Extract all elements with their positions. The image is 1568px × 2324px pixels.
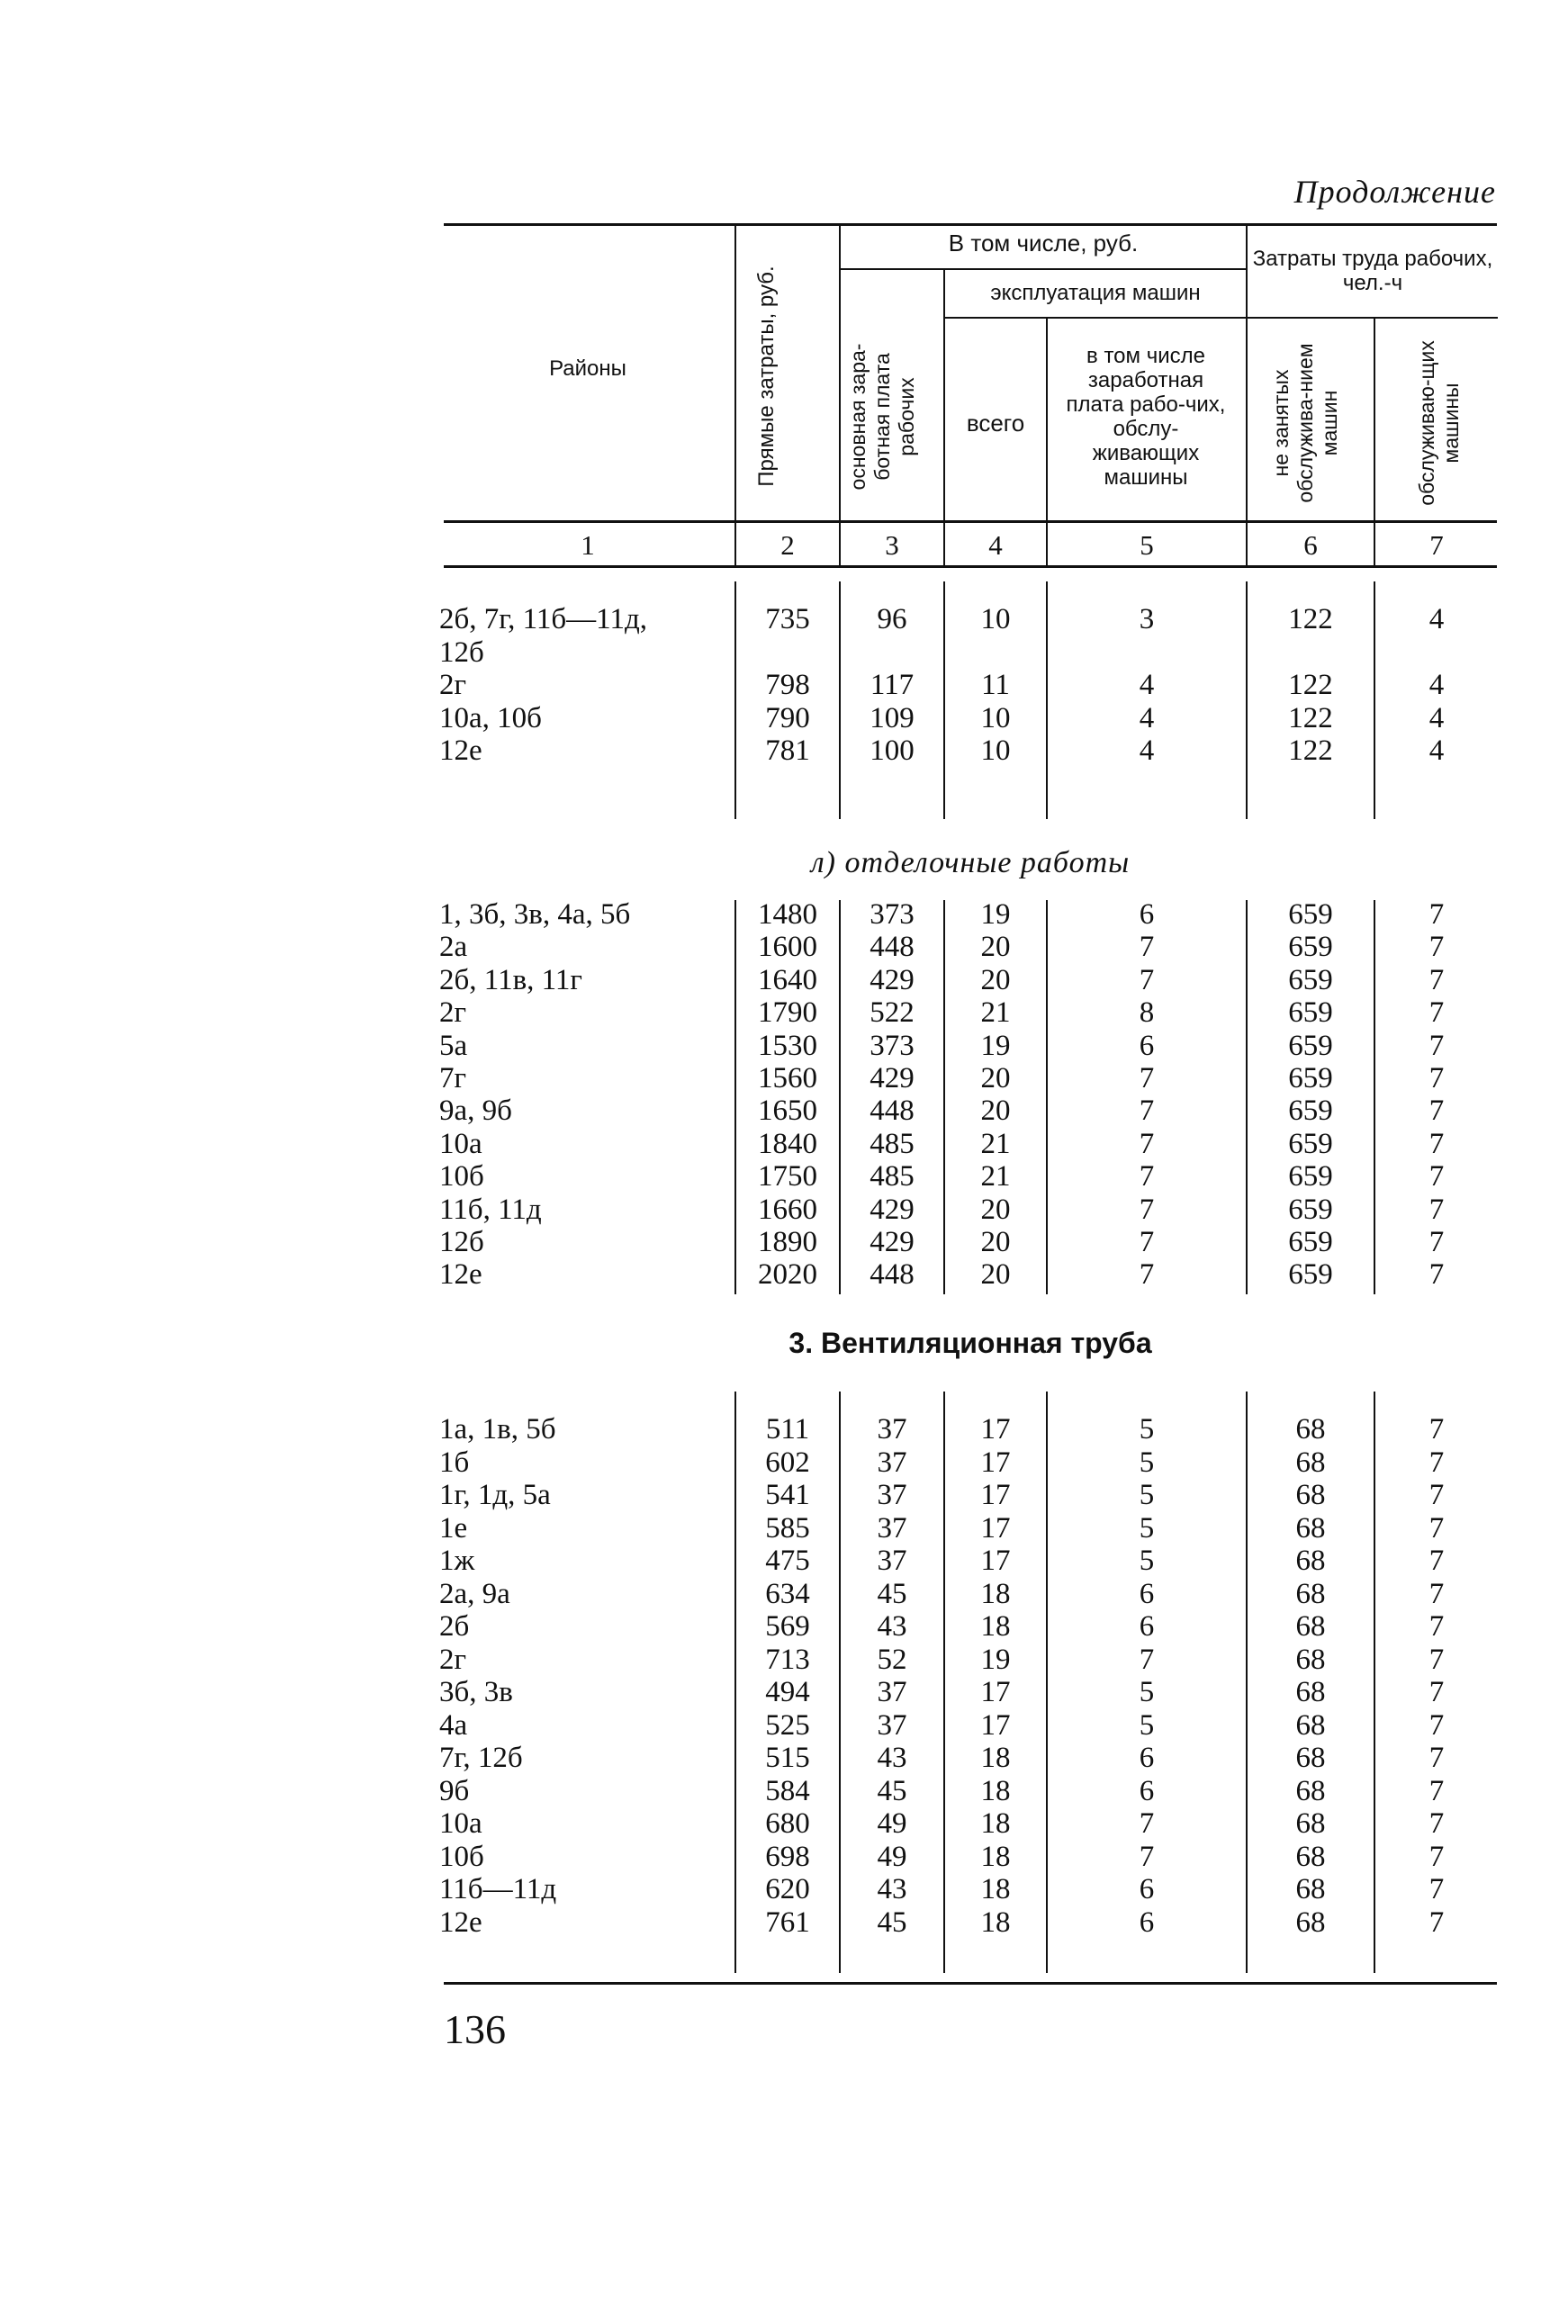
labor-serving-cell: 7 (1428, 1062, 1445, 1094)
machine-total-cell: 21 (980, 1127, 1011, 1160)
labor-not-serving-cell: 122 (1288, 734, 1333, 767)
labor-not-serving-cell: 68 (1295, 1413, 1326, 1446)
region-cell: 12е (439, 1258, 482, 1292)
machine-total-cell: 19 (980, 1029, 1011, 1062)
machine-total-cell: 18 (980, 1577, 1011, 1610)
labor-serving-cell: 7 (1428, 931, 1445, 964)
labor-not-serving-cell: 659 (1288, 1193, 1333, 1226)
machine-total-cell: 10 (980, 701, 1011, 734)
region-cell: 2а (439, 931, 468, 964)
machine-wage-cell: 7 (1139, 1643, 1155, 1676)
labor-not-serving-cell: 68 (1295, 1511, 1326, 1545)
labor-not-serving-cell: 659 (1288, 931, 1333, 964)
labor-serving-cell: 4 (1428, 669, 1445, 701)
direct-cost-cell: 584 (765, 1774, 810, 1807)
labor-not-serving-cell: 659 (1288, 996, 1333, 1030)
base-wage-cell: 43 (877, 1610, 907, 1643)
base-wage-cell: 37 (877, 1413, 907, 1446)
base-wage-cell: 49 (877, 1840, 907, 1873)
header-vline-1 (734, 225, 736, 565)
machine-wage-cell: 7 (1139, 1160, 1155, 1194)
labor-not-serving-cell: 659 (1288, 963, 1333, 996)
labor-not-serving-cell: 68 (1295, 1742, 1326, 1774)
direct-cost-cell: 634 (765, 1577, 810, 1610)
direct-cost-cell: 515 (765, 1742, 810, 1774)
base-wage-cell: 96 (877, 603, 907, 635)
region-cell: 10а (439, 1127, 482, 1160)
direct-cost-cell: 798 (765, 669, 810, 701)
labor-not-serving-cell: 68 (1295, 1774, 1326, 1807)
direct-cost-cell: 620 (765, 1873, 810, 1905)
labor-not-serving-cell: 659 (1288, 898, 1333, 931)
machine-total-cell: 20 (980, 1226, 1011, 1258)
labor-serving-cell: 7 (1428, 996, 1445, 1030)
base-wage-cell: 52 (877, 1643, 907, 1676)
column-number-6: 6 (1303, 529, 1318, 561)
machine-total-cell: 20 (980, 931, 1011, 964)
table-row (0, 964, 1568, 996)
direct-cost-cell: 1650 (758, 1094, 817, 1128)
table-row (0, 1062, 1568, 1094)
machine-wage-cell: 7 (1139, 1258, 1155, 1292)
region-cell: 2б (439, 1610, 470, 1643)
labor-serving-cell: 7 (1428, 1708, 1445, 1742)
header-labor-group: Затраты труда рабочих, чел.-ч (1252, 247, 1493, 295)
labor-not-serving-cell: 122 (1288, 669, 1333, 701)
direct-cost-cell: 1480 (758, 898, 817, 931)
direct-cost-cell: 569 (765, 1610, 810, 1643)
direct-cost-cell: 494 (765, 1676, 810, 1708)
table-row (0, 1128, 1568, 1160)
direct-cost-cell: 1840 (758, 1127, 817, 1160)
header-regions: Районы (549, 356, 626, 381)
machine-total-cell: 20 (980, 1258, 1011, 1292)
machine-wage-cell: 5 (1139, 1413, 1155, 1446)
incl-group-rule (841, 268, 1246, 270)
direct-cost-cell: 541 (765, 1479, 810, 1511)
direct-cost-cell: 511 (765, 1413, 810, 1446)
table-row (0, 1413, 1568, 1446)
direct-cost-cell: 585 (765, 1511, 810, 1545)
labor-not-serving-cell: 68 (1295, 1708, 1326, 1742)
machine-total-cell: 17 (980, 1446, 1011, 1479)
machine-total-cell: 18 (980, 1807, 1011, 1840)
labor-serving-cell: 7 (1428, 1545, 1445, 1577)
machine-total-cell: 19 (980, 898, 1011, 931)
base-wage-cell: 373 (870, 1029, 915, 1062)
labor-group-rule (1248, 317, 1498, 319)
header-vline-6 (1374, 319, 1375, 565)
table-row (0, 1742, 1568, 1774)
table-row (0, 1258, 1568, 1291)
table-row (0, 1479, 1568, 1511)
labor-not-serving-cell: 659 (1288, 1029, 1333, 1062)
machine-wage-cell: 5 (1139, 1511, 1155, 1545)
machine-total-cell: 17 (980, 1545, 1011, 1577)
region-cell: 12б (439, 1226, 484, 1258)
table-row (0, 1030, 1568, 1062)
machine-wage-cell: 6 (1139, 1577, 1155, 1610)
machine-total-cell: 18 (980, 1873, 1011, 1905)
direct-cost-cell: 781 (765, 734, 810, 767)
machine-wage-cell: 4 (1139, 734, 1155, 767)
machine-wage-cell: 5 (1139, 1479, 1155, 1511)
base-wage-cell: 43 (877, 1742, 907, 1774)
table-top-rule (444, 223, 1497, 226)
machine-total-cell: 17 (980, 1676, 1011, 1708)
labor-not-serving-cell: 68 (1295, 1577, 1326, 1610)
table-row (0, 1512, 1568, 1545)
region-cell: 7г, 12б (439, 1742, 523, 1774)
labor-serving-cell: 7 (1428, 963, 1445, 996)
table-row (0, 1160, 1568, 1193)
base-wage-cell: 429 (870, 963, 915, 996)
direct-cost-cell: 602 (765, 1446, 810, 1479)
machine-total-cell: 21 (980, 996, 1011, 1030)
machine-total-cell: 18 (980, 1840, 1011, 1873)
labor-serving-cell: 7 (1428, 1029, 1445, 1062)
region-cell: 11б, 11д (439, 1193, 542, 1226)
labor-not-serving-cell: 659 (1288, 1094, 1333, 1128)
machine-wage-cell: 6 (1139, 1905, 1155, 1939)
table-row (0, 1775, 1568, 1807)
labor-not-serving-cell: 68 (1295, 1905, 1326, 1939)
region-cell: 10б (439, 1160, 484, 1194)
column-number-4: 4 (988, 529, 1003, 561)
labor-serving-cell: 7 (1428, 1479, 1445, 1511)
table-row (0, 1610, 1568, 1643)
labor-serving-cell: 7 (1428, 1577, 1445, 1610)
section-title-finishing: л) отделочные работы (810, 846, 1131, 879)
labor-serving-cell: 7 (1428, 1258, 1445, 1292)
column-number-2: 2 (780, 529, 795, 561)
machine-total-cell: 10 (980, 603, 1011, 635)
table-row (0, 1676, 1568, 1708)
machine-total-cell: 10 (980, 734, 1011, 767)
labor-not-serving-cell: 68 (1295, 1479, 1326, 1511)
labor-serving-cell: 7 (1428, 1193, 1445, 1226)
labor-serving-cell: 7 (1428, 1226, 1445, 1258)
header-incl-group: В том числе, руб. (948, 230, 1139, 257)
region-cell: 12б (439, 635, 484, 669)
base-wage-cell: 43 (877, 1873, 907, 1905)
machine-total-cell: 17 (980, 1708, 1011, 1742)
direct-cost-cell: 1890 (758, 1226, 817, 1258)
region-cell: 12е (439, 734, 482, 767)
region-cell: 9а, 9б (439, 1094, 512, 1128)
machine-wage-cell: 4 (1139, 701, 1155, 734)
labor-serving-cell: 4 (1428, 603, 1445, 635)
machine-wage-cell: 5 (1139, 1676, 1155, 1708)
table-row (0, 1578, 1568, 1610)
base-wage-cell: 37 (877, 1545, 907, 1577)
base-wage-cell: 485 (870, 1127, 915, 1160)
machine-total-cell: 19 (980, 1643, 1011, 1676)
header-serving: обслуживаю-щих машины (1415, 340, 1463, 506)
base-wage-cell: 429 (870, 1062, 915, 1094)
region-cell: 1г, 1д, 5а (439, 1479, 551, 1511)
base-wage-cell: 100 (870, 734, 915, 767)
column-number-1: 1 (581, 529, 595, 561)
continuation-label: Продолжение (1293, 174, 1496, 210)
table-row (0, 898, 1568, 931)
table-row (0, 636, 1568, 669)
labor-serving-cell: 7 (1428, 1160, 1445, 1194)
region-cell: 5а (439, 1029, 468, 1062)
region-cell: 10а, 10б (439, 701, 542, 734)
machine-total-cell: 18 (980, 1774, 1011, 1807)
labor-not-serving-cell: 659 (1288, 1160, 1333, 1194)
labor-not-serving-cell: 122 (1288, 701, 1333, 734)
machine-total-cell: 17 (980, 1511, 1011, 1545)
region-cell: 2а, 9а (439, 1577, 510, 1610)
machine-wage-cell: 5 (1139, 1446, 1155, 1479)
machine-wage-cell: 6 (1139, 1774, 1155, 1807)
labor-serving-cell: 7 (1428, 1511, 1445, 1545)
labor-serving-cell: 7 (1428, 1676, 1445, 1708)
machine-wage-cell: 7 (1139, 1062, 1155, 1094)
machine-wage-cell: 7 (1139, 1840, 1155, 1873)
table-row (0, 734, 1568, 767)
labor-serving-cell: 7 (1428, 1807, 1445, 1840)
machine-total-cell: 20 (980, 1062, 1011, 1094)
numbers-bottom-rule (444, 565, 1497, 568)
region-cell: 2б, 11в, 11г (439, 963, 582, 996)
machine-wage-cell: 6 (1139, 1029, 1155, 1062)
region-cell: 7г (439, 1062, 467, 1094)
labor-serving-cell: 7 (1428, 1413, 1445, 1446)
direct-cost-cell: 525 (765, 1708, 810, 1742)
header-base-wage: основная зара-ботная плата рабочих (846, 343, 918, 491)
labor-serving-cell: 7 (1428, 1840, 1445, 1873)
table-row (0, 1194, 1568, 1226)
table-row (0, 1906, 1568, 1939)
direct-cost-cell: 790 (765, 701, 810, 734)
table-row (0, 1226, 1568, 1258)
base-wage-cell: 37 (877, 1676, 907, 1708)
section-title-ventilation: 3. Вентиляционная труба (789, 1327, 1152, 1359)
labor-serving-cell: 7 (1428, 1127, 1445, 1160)
table-row (0, 669, 1568, 701)
base-wage-cell: 45 (877, 1577, 907, 1610)
header-machine-group: эксплуатация машин (990, 281, 1201, 305)
base-wage-cell: 373 (870, 898, 915, 931)
base-wage-cell: 37 (877, 1446, 907, 1479)
machine-wage-cell: 5 (1139, 1545, 1155, 1577)
machine-wage-cell: 8 (1139, 996, 1155, 1030)
machine-total-cell: 17 (980, 1413, 1011, 1446)
table-row (0, 603, 1568, 635)
region-cell: 9б (439, 1774, 470, 1807)
region-cell: 2г (439, 669, 467, 701)
base-wage-cell: 49 (877, 1807, 907, 1840)
labor-serving-cell: 7 (1428, 1742, 1445, 1774)
machine-total-cell: 20 (980, 1193, 1011, 1226)
base-wage-cell: 448 (870, 931, 915, 964)
table-bottom-rule (444, 1982, 1497, 1985)
table-row (0, 1644, 1568, 1676)
labor-not-serving-cell: 659 (1288, 1258, 1333, 1292)
base-wage-cell: 522 (870, 996, 915, 1030)
labor-serving-cell: 7 (1428, 1643, 1445, 1676)
machine-total-cell: 20 (980, 963, 1011, 996)
direct-cost-cell: 1560 (758, 1062, 817, 1094)
labor-serving-cell: 7 (1428, 1094, 1445, 1128)
table-row (0, 931, 1568, 963)
column-number-7: 7 (1429, 529, 1444, 561)
table-row (0, 1094, 1568, 1127)
machine-wage-cell: 6 (1139, 898, 1155, 931)
labor-serving-cell: 7 (1428, 1905, 1445, 1939)
table-row (0, 702, 1568, 734)
table-row (0, 1807, 1568, 1840)
direct-cost-cell: 713 (765, 1643, 810, 1676)
base-wage-cell: 45 (877, 1905, 907, 1939)
labor-not-serving-cell: 68 (1295, 1610, 1326, 1643)
labor-serving-cell: 4 (1428, 734, 1445, 767)
base-wage-cell: 37 (877, 1511, 907, 1545)
labor-serving-cell: 4 (1428, 701, 1445, 734)
table-row (0, 1446, 1568, 1479)
base-wage-cell: 485 (870, 1160, 915, 1194)
direct-cost-cell: 1640 (758, 963, 817, 996)
labor-not-serving-cell: 68 (1295, 1643, 1326, 1676)
table-row (0, 996, 1568, 1029)
table-row (0, 1873, 1568, 1905)
labor-not-serving-cell: 68 (1295, 1545, 1326, 1577)
base-wage-cell: 429 (870, 1193, 915, 1226)
column-number-5: 5 (1140, 529, 1154, 561)
header-direct-costs: Прямые затраты, руб. (754, 266, 779, 487)
page-number: 136 (444, 2006, 506, 2052)
column-number-3: 3 (885, 529, 899, 561)
region-cell: 3б, 3в (439, 1676, 513, 1708)
labor-not-serving-cell: 68 (1295, 1676, 1326, 1708)
header-machine-wage: в том числе заработная плата рабо-чих, обслу-живающих машины (1066, 344, 1226, 490)
machine-wage-cell: 7 (1139, 1094, 1155, 1128)
direct-cost-cell: 1790 (758, 996, 817, 1030)
base-wage-cell: 37 (877, 1479, 907, 1511)
header-bottom-rule (444, 520, 1497, 523)
table-row (0, 1841, 1568, 1873)
header-machine-total: всего (966, 410, 1025, 437)
machine-total-cell: 18 (980, 1742, 1011, 1774)
region-cell: 10б (439, 1840, 484, 1873)
direct-cost-cell: 735 (765, 603, 810, 635)
region-cell: 1а, 1в, 5б (439, 1413, 556, 1446)
region-cell: 2б, 7г, 11б—11д, (439, 603, 647, 635)
machine-wage-cell: 7 (1139, 1807, 1155, 1840)
labor-serving-cell: 7 (1428, 1873, 1445, 1905)
machine-wage-cell: 6 (1139, 1873, 1155, 1905)
direct-cost-cell: 1530 (758, 1029, 817, 1062)
header-not-serving: не занятых обслужива-нием машин (1269, 343, 1341, 503)
machine-wage-cell: 7 (1139, 1193, 1155, 1226)
labor-not-serving-cell: 122 (1288, 603, 1333, 635)
base-wage-cell: 117 (870, 669, 915, 701)
direct-cost-cell: 698 (765, 1840, 810, 1873)
region-cell: 1, 3б, 3в, 4а, 5б (439, 898, 631, 931)
labor-serving-cell: 7 (1428, 1610, 1445, 1643)
machine-wage-cell: 5 (1139, 1708, 1155, 1742)
machine-wage-cell: 6 (1139, 1742, 1155, 1774)
region-cell: 2г (439, 996, 467, 1030)
machine-wage-cell: 7 (1139, 931, 1155, 964)
machine-total-cell: 11 (981, 669, 1010, 701)
region-cell: 1б (439, 1446, 470, 1479)
machine-wage-cell: 4 (1139, 669, 1155, 701)
labor-not-serving-cell: 659 (1288, 1127, 1333, 1160)
direct-cost-cell: 1750 (758, 1160, 817, 1194)
labor-not-serving-cell: 68 (1295, 1873, 1326, 1905)
region-cell: 1е (439, 1511, 468, 1545)
labor-not-serving-cell: 659 (1288, 1226, 1333, 1258)
machine-wage-cell: 3 (1139, 603, 1155, 635)
direct-cost-cell: 2020 (758, 1258, 817, 1292)
machine-total-cell: 18 (980, 1610, 1011, 1643)
direct-cost-cell: 761 (765, 1905, 810, 1939)
table-row (0, 1545, 1568, 1577)
direct-cost-cell: 680 (765, 1807, 810, 1840)
base-wage-cell: 448 (870, 1258, 915, 1292)
direct-cost-cell: 475 (765, 1545, 810, 1577)
region-cell: 4а (439, 1708, 468, 1742)
header-vline-2 (839, 225, 841, 565)
base-wage-cell: 109 (870, 701, 915, 734)
labor-not-serving-cell: 659 (1288, 1062, 1333, 1094)
direct-cost-cell: 1600 (758, 931, 817, 964)
machine-wage-cell: 7 (1139, 1127, 1155, 1160)
labor-not-serving-cell: 68 (1295, 1840, 1326, 1873)
machine-total-cell: 20 (980, 1094, 1011, 1128)
machine-wage-cell: 6 (1139, 1610, 1155, 1643)
labor-serving-cell: 7 (1428, 898, 1445, 931)
labor-serving-cell: 7 (1428, 1774, 1445, 1807)
base-wage-cell: 45 (877, 1774, 907, 1807)
machine-group-rule (945, 317, 1246, 319)
labor-not-serving-cell: 68 (1295, 1807, 1326, 1840)
direct-cost-cell: 1660 (758, 1193, 817, 1226)
machine-wage-cell: 7 (1139, 1226, 1155, 1258)
header-vline-4 (1046, 319, 1048, 565)
region-cell: 11б—11д (439, 1873, 557, 1905)
machine-total-cell: 17 (980, 1479, 1011, 1511)
machine-total-cell: 18 (980, 1905, 1011, 1939)
base-wage-cell: 429 (870, 1226, 915, 1258)
labor-not-serving-cell: 68 (1295, 1446, 1326, 1479)
machine-wage-cell: 7 (1139, 963, 1155, 996)
region-cell: 2г (439, 1643, 467, 1676)
machine-total-cell: 21 (980, 1160, 1011, 1194)
base-wage-cell: 448 (870, 1094, 915, 1128)
base-wage-cell: 37 (877, 1708, 907, 1742)
region-cell: 12е (439, 1905, 482, 1939)
labor-serving-cell: 7 (1428, 1446, 1445, 1479)
table-row (0, 1709, 1568, 1742)
region-cell: 1ж (439, 1545, 475, 1577)
region-cell: 10а (439, 1807, 482, 1840)
